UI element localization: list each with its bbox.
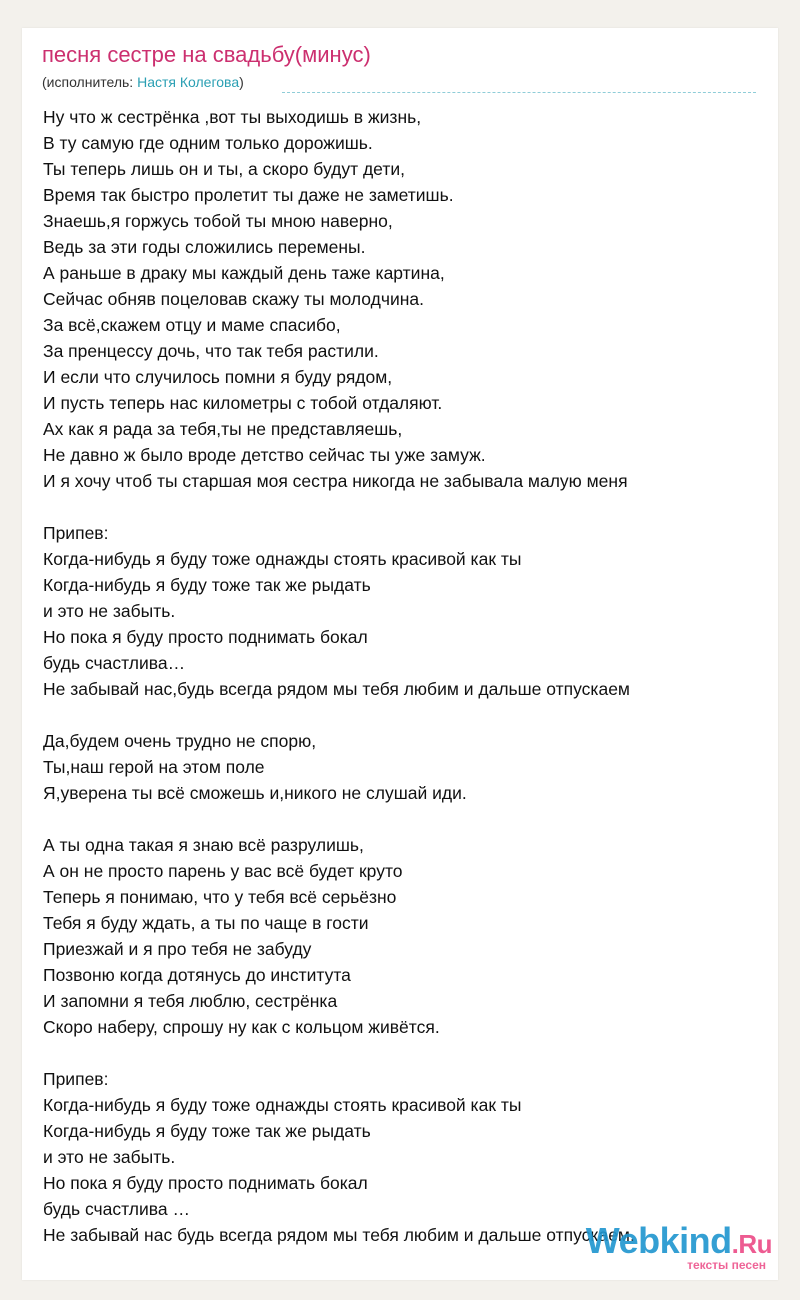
lyric-line: Когда-нибудь я буду тоже однажды стоять красивой как ты (43, 549, 522, 569)
dashed-divider (282, 92, 756, 93)
lyric-line: Время так быстро пролетит ты даже не заметишь. (43, 185, 454, 205)
lyric-line: Когда-нибудь я буду тоже так же рыдать (43, 1121, 371, 1141)
lyric-line: Я,уверена ты всё сможешь и,никого не слушай иди. (43, 783, 467, 803)
lyric-line: Когда-нибудь я буду тоже так же рыдать (43, 575, 371, 595)
lyric-line: будь счастлива… (43, 653, 186, 673)
lyric-line: Когда-нибудь я буду тоже однажды стоять красивой как ты (43, 1095, 522, 1115)
lyric-line: Теперь я понимаю, что у тебя всё серьёзно (43, 887, 397, 907)
artist-link[interactable]: Настя Колегова (137, 74, 240, 90)
lyric-line: Тебя я буду ждать, а ты по чаще в гости (43, 913, 369, 933)
lyric-line: А раньше в драку мы каждый день таже картина, (43, 263, 445, 283)
artist-prefix: (исполнитель: (42, 74, 138, 90)
artist-line (42, 74, 244, 90)
lyric-blank-line (43, 1040, 763, 1066)
lyric-line: Но пока я буду просто поднимать бокал (43, 627, 368, 647)
lyric-line: И если что случилось помни я буду рядом, (43, 367, 393, 387)
lyric-line: В ту самую где одним только дорожишь. (43, 133, 373, 153)
lyric-line: будь счастлива … (43, 1199, 190, 1219)
lyric-line: Ты,наш герой на этом поле (43, 757, 265, 777)
lyric-line: А ты одна такая я знаю всё разрулишь, (43, 835, 364, 855)
lyric-line: Но пока я буду просто поднимать бокал (43, 1173, 368, 1193)
lyric-line: Знаешь,я горжусь тобой ты мною наверно, (43, 211, 393, 231)
lyric-line: Припев: (43, 523, 109, 543)
lyric-line: Сейчас обняв поцеловав скажу ты молодчина. (43, 289, 424, 309)
lyrics-text (43, 104, 763, 1248)
lyric-line: И пусть теперь нас километры с тобой отдаляют. (43, 393, 443, 413)
artist-suffix: ) (239, 74, 244, 90)
lyric-blank-line (43, 494, 763, 520)
lyric-line: Не забывай нас,будь всегда рядом мы тебя любим и дальше отпускаем (43, 679, 630, 699)
lyric-line: За пренцессу дочь, что так тебя растили. (43, 341, 379, 361)
webkind-logo (562, 1220, 772, 1276)
lyric-line: Скоро наберу, спрошу ну как с кольцом живётся. (43, 1017, 440, 1037)
lyric-line: Приезжай и я про тебя не забуду (43, 939, 312, 959)
lyric-blank-line (43, 806, 763, 832)
lyric-line: Ну что ж сестрёнка ,вот ты выходишь в жизнь, (43, 107, 422, 127)
lyric-blank-line (43, 702, 763, 728)
logo-tld: .Ru (731, 1229, 772, 1259)
lyric-line: Ах как я рада за тебя,ты не представляешь, (43, 419, 403, 439)
webkind-logo-wordmark (586, 1220, 772, 1262)
lyric-line: и это не забыть. (43, 601, 176, 621)
lyric-line: Припев: (43, 1069, 109, 1089)
lyrics-card (22, 28, 778, 1280)
lyric-line: И я хочу чтоб ты старшая моя сестра никогда не забывала малую меня (43, 471, 628, 491)
logo-tagline: тексты песен (687, 1258, 766, 1272)
lyric-line: Да,будем очень трудно не спорю, (43, 731, 317, 751)
lyric-line: и это не забыть. (43, 1147, 176, 1167)
lyric-line: И запомни я тебя люблю, сестрёнка (43, 991, 338, 1011)
lyric-line: За всё,скажем отцу и маме спасибо, (43, 315, 341, 335)
lyric-line: Ведь за эти годы сложились перемены. (43, 237, 366, 257)
lyric-line: Не забывай нас будь всегда рядом мы тебя любим и дальше отпускаем. (43, 1225, 635, 1245)
lyric-line: Позвоню когда дотянусь до института (43, 965, 351, 985)
song-title: песня сестре на свадьбу(минус) (42, 42, 371, 67)
lyric-line: А он не просто парень у вас всё будет круто (43, 861, 403, 881)
logo-brand: Webkind (585, 1220, 732, 1261)
lyric-line: Не давно ж было вроде детство сейчас ты уже замуж. (43, 445, 486, 465)
lyric-line: Ты теперь лишь он и ты, а скоро будут дети, (43, 159, 405, 179)
